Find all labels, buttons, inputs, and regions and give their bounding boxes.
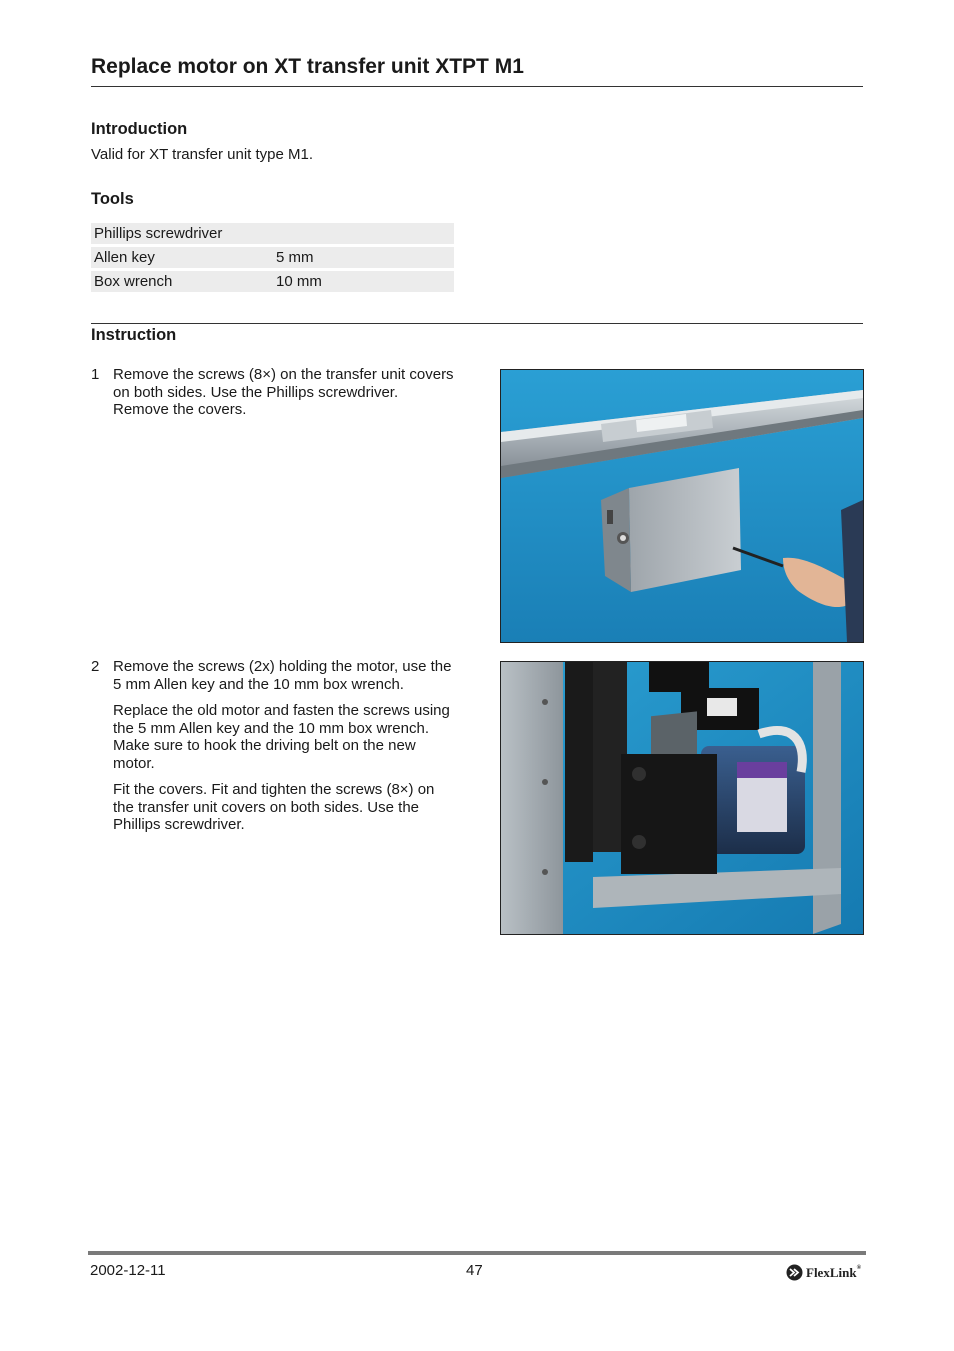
tool-name: Box wrench <box>91 271 273 292</box>
page-number: 47 <box>466 1262 483 1279</box>
tool-size: 10 mm <box>273 271 454 292</box>
table-row <box>91 271 454 292</box>
flexlink-logo <box>786 1264 861 1281</box>
registered-mark: ® <box>856 1264 862 1271</box>
introduction-text: Valid for XT transfer unit type M1. <box>91 146 314 163</box>
step-paragraph: Remove the screws (2x) holding the motor, use the 5 mm Allen key and the 10 mm box wrench. <box>113 658 452 693</box>
tool-size: 5 mm <box>273 247 454 268</box>
tools-table <box>91 220 454 295</box>
photo-transfer-unit <box>500 369 864 643</box>
tool-name: Phillips screwdriver <box>91 223 273 244</box>
step-paragraph: Remove the screws (8×) on the transfer unit covers on both sides. Use the Phillips screwdriver. Remove the covers. <box>113 366 454 419</box>
step-paragraph: Replace the old motor and fasten the screws using the 5 mm Allen key and the 10 mm box wrench. Make sure to hook the driving belt on the new motor. <box>113 702 450 772</box>
footer-rule <box>88 1251 866 1255</box>
flexlink-logo-icon <box>786 1264 803 1281</box>
table-row <box>91 247 454 268</box>
step-number: 1 <box>91 366 100 383</box>
introduction-heading: Introduction <box>91 120 188 138</box>
logo-text: FlexLink® <box>806 1264 862 1280</box>
instruction-heading: Instruction <box>91 326 177 344</box>
transfer-unit-illustration <box>501 370 863 642</box>
photo-motor <box>500 661 864 935</box>
tool-name: Allen key <box>91 247 273 268</box>
tool-size <box>273 223 454 244</box>
page-title: Replace motor on XT transfer unit XTPT M1 <box>91 55 524 78</box>
table-row <box>91 223 454 244</box>
tools-heading: Tools <box>91 190 134 208</box>
step-number: 2 <box>91 658 100 675</box>
instruction-rule <box>91 323 863 324</box>
footer-date: 2002-12-11 <box>90 1262 166 1279</box>
step-paragraph: Fit the covers. Fit and tighten the screws (8×) on the transfer unit covers on both sides. Use the Phillips screwdriver. <box>113 781 435 834</box>
motor-illustration <box>501 662 863 934</box>
title-rule <box>91 86 863 87</box>
